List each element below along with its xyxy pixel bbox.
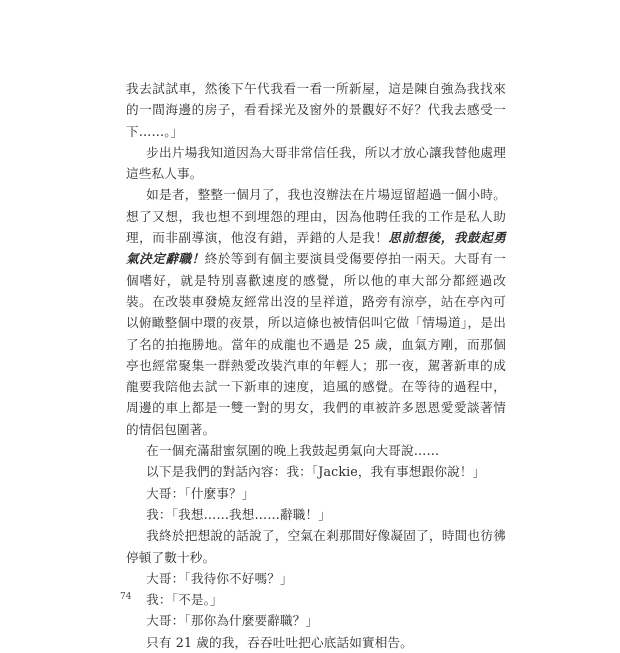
paragraph-2 [126, 142, 506, 185]
paragraph-1 [126, 78, 506, 142]
paragraph-3 [126, 184, 506, 440]
paragraph-4-text: 在一個充滿甜蜜氛圍的晚上我鼓起勇氣向大哥說…… [146, 443, 440, 459]
paragraph-9-text: 大哥：「我待你不好嗎？」 [146, 570, 293, 586]
paragraph-12 [126, 632, 506, 653]
paragraph-3-text-before: 如是者，整整一個月了，我也沒辦法在片場逗留超過一個小時。想了又想，我也想不到埋怨的理由，因為他聘任我的工作是私人助理，而非副導演，他沒有錯，弄錯的人是我！ [126, 187, 506, 246]
paragraph-11-text: 大哥：「那你為什麼要辭職？」 [146, 613, 319, 629]
page-number: 74 [120, 592, 132, 602]
paragraph-2-text: 步出片場我知道因為大哥非常信任我，所以才放心讓我替他處理這些私人事。 [126, 144, 506, 182]
paragraph-7-text: 我：「我想……我想……辭職！」 [146, 506, 332, 522]
paragraph-3-text-after: 終於等到有個主要演員受傷要停拍一兩天。大哥有一個嗜好，就是特別喜歡速度的感覺，所以他的車大部分都經過改裝。在改裝車發燒友經常出沒的呈祥道，路旁有涼亭，站在亭內可以俯瞰整個中環的夜景，所以這條也被情侶叫它做「情場道」，是出了名的拍拖勝地。當年的成龍也不過是 25 歲，血氣方剛，而那個亭也經常聚集一群熱愛改裝汽車的年輕人；那一夜，駕著新車的成龍要我陪他去試一下新車的速度，追風的感覺。在等待的過程中，周邊的車上都是一雙一對的男女，我們的車被許多恩恩愛愛談著情的情侶包圍著。 [126, 251, 506, 437]
paragraph-10-text: 我：「不是。」 [146, 592, 223, 608]
paragraph-7 [126, 504, 506, 525]
paragraph-3-emphasis: 思前想後，我鼓起勇氣決定辭職！ [126, 230, 506, 267]
paragraph-1-text: 我去試試車，然後下午代我看一看一所新屋，這是陳自強為我找來的一間海邊的房子，看看採光及窗外的景觀好不好？代我去感受一下……。」 [126, 81, 506, 139]
paragraph-8-text: 我終於把想說的話說了，空氣在剎那間好像凝固了，時間也彷彿停頓了數十秒。 [126, 528, 506, 565]
paragraph-6 [126, 483, 506, 504]
paragraph-12-text: 只有 21 歲的我，吞吞吐吐把心底話如實相告。 [146, 634, 413, 650]
paragraph-6-text: 大哥：「什麼事？」 [146, 485, 255, 501]
paragraph-5-text: 以下是我們的對話內容：我：「Jackie，我有事想跟你說！」 [146, 464, 486, 480]
paragraph-9 [126, 568, 506, 589]
paragraph-8 [126, 525, 506, 568]
paragraph-4 [126, 440, 506, 461]
body-text [126, 78, 506, 653]
paragraph-10 [126, 589, 506, 610]
paragraph-5 [126, 461, 506, 482]
paragraph-11 [126, 610, 506, 631]
